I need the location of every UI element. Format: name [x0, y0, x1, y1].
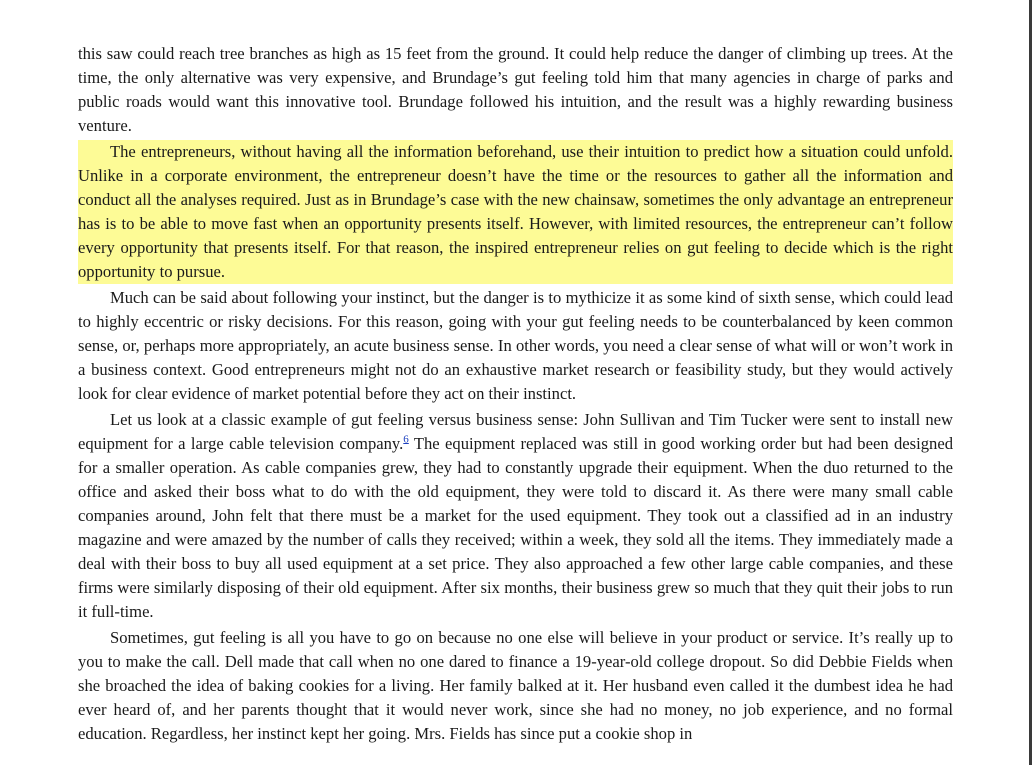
highlight-annotation[interactable]	[78, 140, 953, 284]
paragraph-text-after-footnote: The equipment replaced was still in good working order but had been designed for a smaller operation. As cable companies grew, they had to constantly upgrade their equipment. When the duo returned to the office and asked their boss what to do with the old equipment, they were told to discard it. As there were many small cable companies around, John felt that there must be a market for the used equipment. They took out a classified ad in an industry magazine and were amazed by the number of calls they received; within a week, they sold all the items. They immediately made a deal with their boss to buy all used equipment at a set price. They also approached a few other large cable companies, and these firms were similarly disposing of their old equipment. After six months, their business grew so much that they quit their jobs to run it full-time.	[78, 434, 953, 621]
paragraph-gut-feeling-example[interactable]	[78, 408, 953, 624]
paragraph-brundage-continued[interactable]: this saw could reach tree branches as high as 15 feet from the ground. It could help reduce the danger of climbing up trees. At the time, the only alternative was very expensive, and Brundage’s gut feeling told him that many agencies in charge of parks and public roads would want this innovative tool. Brundage followed his intuition, and the result was a highly rewarding business venture.	[78, 44, 953, 135]
document-page	[78, 42, 953, 748]
footnote-link[interactable]: 6	[403, 433, 409, 446]
paragraph-sometimes-gut-feeling[interactable]: Sometimes, gut feeling is all you have to go on because no one else will believe in your product or service. It’s really up to you to make the call. Dell made that call when no one dared to finance a 19-year-old college dropout. So did Debbie Fields when she broached the idea of baking cookies for a living. Her family balked at it. Her husband even called it the dumbest idea he had ever heard of, and her parents thought that it would never work, since she had no money, no job experience, and no formal education. Regardless, her instinct kept her going. Mrs. Fields has since put a cookie shop in	[78, 628, 953, 743]
paragraph-entrepreneurs-intuition[interactable]: The entrepreneurs, without having all the information beforehand, use their intuition to predict how a situation could unfold. Unlike in a corporate environment, the entrepreneur doesn’t have the time or the resources to gather all the information and conduct all the analyses required. Just as in Brundage’s case with the new chainsaw, sometimes the only advantage an entrepreneur has is to be able to move fast when an opportunity presents itself. However, with limited resources, the entrepreneur can’t follow every opportunity that presents itself. For that reason, the inspired entrepreneur relies on gut feeling to decide which is the right opportunity to pursue.	[78, 142, 953, 281]
paragraph-text-before-footnote: Let us look at a classic example of gut feeling versus business sense: John Sullivan and Tim Tucker were sent to install new equipment for a large cable television company.	[78, 410, 953, 453]
paragraph-following-instinct[interactable]: Much can be said about following your instinct, but the danger is to mythicize it as some kind of sixth sense, which could lead to highly eccentric or risky decisions. For this reason, going with your gut feeling needs to be counterbalanced by keen common sense, or, perhaps more appropriately, an acute business sense. In other words, you need a clear sense of what will or won’t work in a business context. Good entrepreneurs might not do an exhaustive market research or feasibility study, but they would actively look for clear evidence of market potential before they act on their instinct.	[78, 288, 953, 403]
